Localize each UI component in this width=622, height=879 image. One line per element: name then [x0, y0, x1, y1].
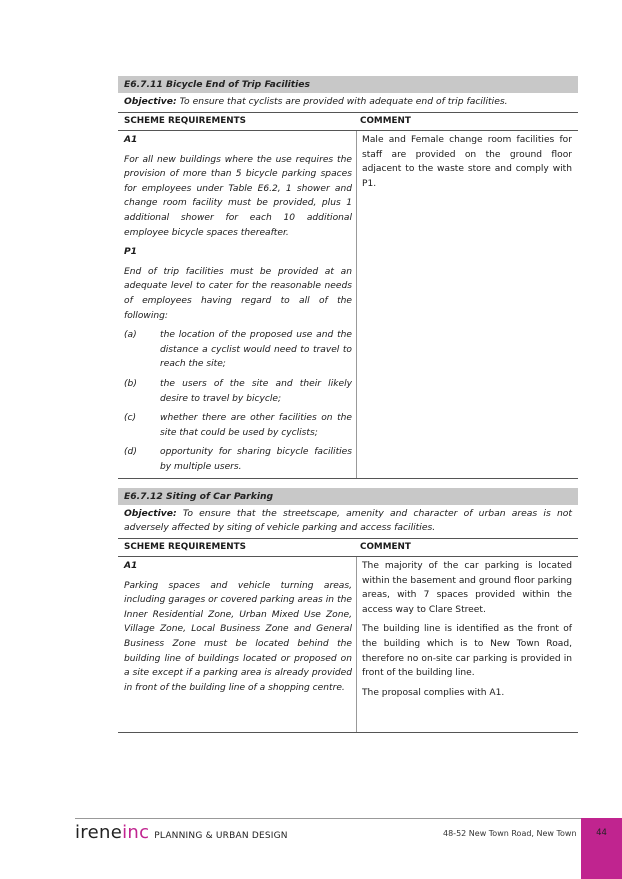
comment-text: Male and Female change room facilities for staff are provided on the ground floor adjacent to the waste store and comply with P1. [362, 135, 572, 189]
a1-text: For all new buildings where the use requires the provision of more than 5 bicycle parking spaces for employees under Table E6.2, 1 shower and change room facility must be provided, plus 1 additional shower for each 10 additional employee bicycle spaces thereafter. [124, 154, 352, 238]
objective-label: Objective: [124, 508, 177, 519]
a1-text: Parking spaces and vehicle turning areas, including garages or covered parking areas in the Inner Residential Zone, Urban Mixed Use Zone, Village Zone, Local Business Zone and General Business Zone must be located behind the building line of buildings located or proposed on a site except if a parking area is already provided in front of the building line of a shopping centre. [124, 580, 352, 693]
column-header-comment: COMMENT [360, 116, 411, 126]
column-header-requirements: SCHEME REQUIREMENTS [124, 542, 246, 552]
section-car-parking [118, 488, 578, 733]
objective [118, 505, 578, 539]
page-number-box [581, 818, 622, 879]
column-header-requirements: SCHEME REQUIREMENTS [124, 116, 246, 126]
item-text: whether there are other facilities on the site that could be used by cyclists; [160, 413, 352, 438]
item-text: the users of the site and their likely desire to travel by bicycle; [160, 378, 352, 404]
comment-cell [357, 557, 578, 732]
table-row [118, 557, 578, 733]
list-item [124, 377, 352, 406]
footer-divider [75, 818, 622, 819]
requirements-cell [118, 131, 357, 478]
brand-tagline: PLANNING & URBAN DESIGN [154, 831, 288, 841]
list-item [124, 328, 352, 372]
item-label: (d) [124, 447, 137, 458]
a1-code: A1 [124, 135, 138, 145]
table-row [118, 131, 578, 479]
comment-text: The majority of the car parking is located within the basement and ground floor parking areas, with 7 spaces provided within the access way to Clare Street. [362, 561, 572, 615]
objective [118, 93, 578, 113]
footer-address: 48-52 New Town Road, New Town [443, 829, 577, 838]
objective-text: To ensure that cyclists are provided with adequate end of trip facilities. [176, 96, 508, 107]
comment-text: The proposal complies with A1. [362, 687, 505, 698]
item-text: opportunity for sharing bicycle facilities by multiple users. [160, 447, 352, 472]
list-item [124, 445, 352, 474]
column-header-comment: COMMENT [360, 542, 411, 552]
table-header [118, 113, 578, 131]
item-text: the location of the proposed use and the distance a cyclist would need to travel to reach the site; [160, 330, 352, 370]
requirements-cell [118, 557, 357, 732]
item-label: (b) [124, 378, 137, 389]
section-title: E6.7.12 Siting of Car Parking [118, 488, 578, 505]
brand-inc: inc [122, 822, 150, 843]
section-bicycle-facilities [118, 76, 578, 479]
brand-logo [75, 822, 288, 846]
list-item [124, 411, 352, 440]
brand-irene: irene [75, 822, 123, 843]
section-title: E6.7.11 Bicycle End of Trip Facilities [118, 76, 578, 93]
page-number: 44 [596, 828, 607, 838]
p1-code: P1 [124, 247, 137, 258]
a1-code: A1 [124, 561, 138, 571]
p1-text: End of trip facilities must be provided at an adequate level to cater for the reasonable needs of employees having regard to all of the following: [124, 266, 352, 321]
comment-cell [357, 131, 578, 478]
objective-label: Objective: [124, 96, 177, 107]
comment-text: The building line is identified as the front of the building which is to New Town Road, therefore no on-site car parking is provided in front of the building line. [362, 624, 572, 679]
table-header [118, 539, 578, 557]
item-label: (a) [124, 330, 137, 341]
objective-text: To ensure that the streetscape, amenity and character of urban areas is not adversely affected by siting of vehicle parking and access facilities. [124, 508, 572, 533]
item-label: (c) [124, 413, 137, 424]
